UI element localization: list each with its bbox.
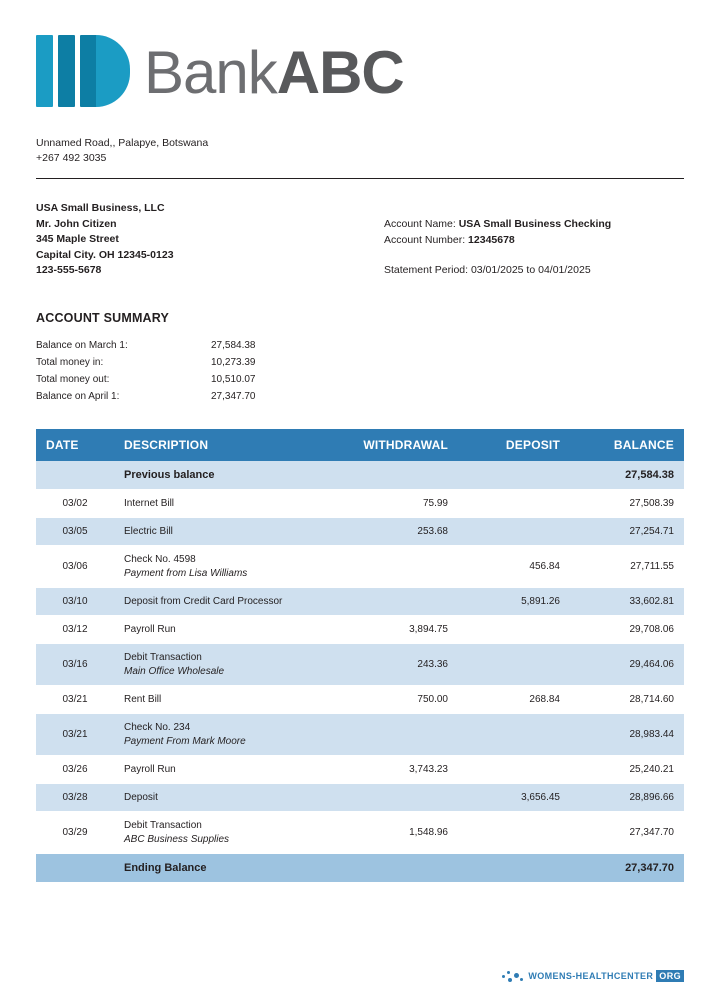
cell-deposit xyxy=(458,811,570,853)
cell-description xyxy=(114,517,330,545)
summary-value: 10,273.39 xyxy=(211,356,256,368)
cell-balance: 28,983.44 xyxy=(570,713,684,755)
cell-description xyxy=(114,755,330,783)
cell-deposit xyxy=(458,713,570,755)
account-name-label: Account Name: xyxy=(384,218,456,230)
brand-name xyxy=(144,39,404,106)
cell-description xyxy=(114,783,330,811)
cell-withdrawal xyxy=(330,545,458,587)
cell-balance: 27,254.71 xyxy=(570,517,684,545)
account-number-label: Account Number: xyxy=(384,234,466,246)
header-divider xyxy=(36,178,684,179)
cell-balance: 27,347.70 xyxy=(570,811,684,853)
brand-name-bold: ABC xyxy=(276,39,404,106)
summary-value: 10,510.07 xyxy=(211,373,256,385)
cell-date: 03/06 xyxy=(36,545,114,587)
cell-date: 03/26 xyxy=(36,755,114,783)
table-row xyxy=(36,755,684,783)
summary-label: Total money in: xyxy=(36,356,104,368)
customer-phone: 123-555-5678 xyxy=(36,264,102,276)
cell-description xyxy=(114,545,330,587)
bank-logo-icon xyxy=(36,35,130,107)
cell-description: Ending Balance xyxy=(114,853,330,882)
customer-street: 345 Maple Street xyxy=(36,233,119,245)
table-row xyxy=(36,783,684,811)
cell-description-main: Deposit from Credit Card Processor xyxy=(124,595,283,607)
table-row xyxy=(36,517,684,545)
cell-balance: 27,347.70 xyxy=(570,853,684,882)
cell-date xyxy=(36,853,114,882)
cell-description-sub: Payment from Lisa Williams xyxy=(124,567,248,579)
column-header-balance: BALANCE xyxy=(570,429,684,461)
cell-date xyxy=(36,461,114,490)
summary-row xyxy=(36,388,256,405)
customer-company: USA Small Business, LLC xyxy=(36,202,165,214)
cell-description xyxy=(114,685,330,713)
watermark-badge: ORG xyxy=(656,970,684,982)
cell-description xyxy=(114,489,330,517)
cell-description-main: Check No. 234 xyxy=(124,721,191,733)
cell-balance: 27,584.38 xyxy=(570,461,684,490)
table-row xyxy=(36,713,684,755)
account-name-row xyxy=(384,216,684,232)
cell-withdrawal xyxy=(330,783,458,811)
cell-description-sub: ABC Business Supplies xyxy=(124,833,230,845)
cell-date: 03/21 xyxy=(36,685,114,713)
bank-address xyxy=(36,136,684,166)
account-name-value: USA Small Business Checking xyxy=(458,218,612,230)
cell-deposit: 268.84 xyxy=(458,685,570,713)
cell-withdrawal: 1,548.96 xyxy=(330,811,458,853)
cell-balance: 33,602.81 xyxy=(570,587,684,615)
cell-deposit: 5,891.26 xyxy=(458,587,570,615)
table-row xyxy=(36,615,684,643)
info-row xyxy=(36,201,684,279)
cell-withdrawal xyxy=(330,853,458,882)
summary-row xyxy=(36,337,256,354)
table-row xyxy=(36,461,684,490)
transactions-table xyxy=(36,429,684,883)
cell-date: 03/28 xyxy=(36,783,114,811)
cell-deposit xyxy=(458,755,570,783)
cell-deposit xyxy=(458,461,570,490)
table-row xyxy=(36,489,684,517)
table-row xyxy=(36,545,684,587)
brand-name-light: Bank xyxy=(144,39,277,106)
column-header-deposit: DEPOSIT xyxy=(458,429,570,461)
column-header-withdrawal: WITHDRAWAL xyxy=(330,429,458,461)
customer-name: Mr. John Citizen xyxy=(36,217,117,230)
cell-description-main: Payroll Run xyxy=(124,623,176,635)
cell-description xyxy=(114,587,330,615)
cell-withdrawal: 3,894.75 xyxy=(330,615,458,643)
cell-description xyxy=(114,811,330,853)
cell-withdrawal xyxy=(330,713,458,755)
cell-balance: 29,464.06 xyxy=(570,643,684,685)
cell-description-main: Payroll Run xyxy=(124,763,176,775)
cell-date: 03/29 xyxy=(36,811,114,853)
cell-withdrawal: 750.00 xyxy=(330,685,458,713)
cell-date: 03/05 xyxy=(36,517,114,545)
watermark-text: WOMENS-HEALTHCENTER xyxy=(528,971,654,981)
cell-description-main: Rent Bill xyxy=(124,693,162,705)
cell-balance: 28,714.60 xyxy=(570,685,684,713)
cell-description xyxy=(114,615,330,643)
cell-deposit: 3,656.45 xyxy=(458,783,570,811)
table-row-ending-balance xyxy=(36,853,684,882)
cell-description xyxy=(114,643,330,685)
account-summary-table xyxy=(36,337,256,405)
cell-description-main: Debit Transaction xyxy=(124,819,202,831)
summary-label: Balance on March 1: xyxy=(36,339,128,351)
bank-phone: +267 492 3035 xyxy=(36,152,107,164)
dots-icon xyxy=(502,970,524,982)
cell-description-main: Electric Bill xyxy=(124,525,173,537)
cell-description-main: Check No. 4598 xyxy=(124,553,196,565)
cell-description: Previous balance xyxy=(114,461,330,490)
customer-address-block xyxy=(36,201,174,279)
summary-row xyxy=(36,354,256,371)
cell-description-main: Internet Bill xyxy=(124,497,175,509)
account-info-block xyxy=(384,201,684,279)
table-row xyxy=(36,587,684,615)
cell-description xyxy=(114,713,330,755)
cell-deposit xyxy=(458,489,570,517)
cell-description-sub: Payment From Mark Moore xyxy=(124,735,246,747)
cell-withdrawal: 243.36 xyxy=(330,643,458,685)
cell-withdrawal: 253.68 xyxy=(330,517,458,545)
cell-deposit: 456.84 xyxy=(458,545,570,587)
cell-description-sub: Main Office Wholesale xyxy=(124,665,225,677)
statement-period: Statement Period: 03/01/2025 to 04/01/2025 xyxy=(384,264,591,276)
cell-withdrawal: 3,743.23 xyxy=(330,755,458,783)
brand-header xyxy=(36,0,684,114)
column-header-description: DESCRIPTION xyxy=(114,429,330,461)
column-header-date: DATE xyxy=(36,429,114,461)
cell-deposit xyxy=(458,517,570,545)
table-row xyxy=(36,685,684,713)
summary-row xyxy=(36,371,256,388)
table-row xyxy=(36,811,684,853)
cell-balance: 27,508.39 xyxy=(570,489,684,517)
summary-label: Balance on April 1: xyxy=(36,390,120,402)
cell-description-main: Deposit xyxy=(124,791,158,803)
cell-date: 03/16 xyxy=(36,643,114,685)
summary-value: 27,347.70 xyxy=(211,390,256,402)
cell-withdrawal xyxy=(330,587,458,615)
cell-date: 03/21 xyxy=(36,713,114,755)
summary-value: 27,584.38 xyxy=(211,339,256,351)
cell-withdrawal xyxy=(330,461,458,490)
customer-city: Capital City. OH 12345-0123 xyxy=(36,248,174,261)
footer-watermark xyxy=(502,970,684,982)
cell-balance: 25,240.21 xyxy=(570,755,684,783)
cell-date: 03/02 xyxy=(36,489,114,517)
bank-address-line: Unnamed Road,, Palapye, Botswana xyxy=(36,137,209,149)
table-header-row xyxy=(36,429,684,461)
account-number-row xyxy=(384,232,684,248)
cell-deposit xyxy=(458,615,570,643)
cell-deposit xyxy=(458,643,570,685)
cell-date: 03/10 xyxy=(36,587,114,615)
cell-deposit xyxy=(458,853,570,882)
cell-balance: 27,711.55 xyxy=(570,545,684,587)
account-number-value: 12345678 xyxy=(468,234,515,246)
summary-label: Total money out: xyxy=(36,373,110,385)
cell-description-main: Debit Transaction xyxy=(124,651,202,663)
account-summary-title: ACCOUNT SUMMARY xyxy=(36,310,170,325)
cell-date: 03/12 xyxy=(36,615,114,643)
cell-balance: 29,708.06 xyxy=(570,615,684,643)
table-row xyxy=(36,643,684,685)
cell-withdrawal: 75.99 xyxy=(330,489,458,517)
cell-balance: 28,896.66 xyxy=(570,783,684,811)
